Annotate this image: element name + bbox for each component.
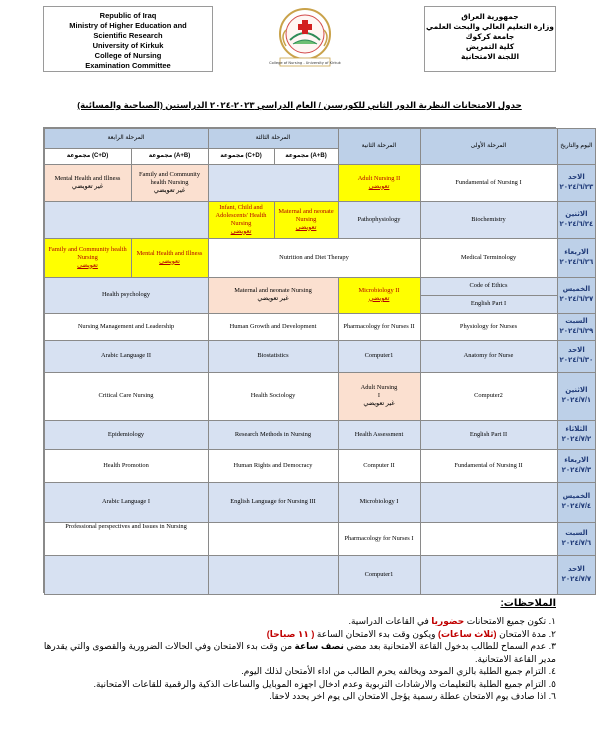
course-name: Pharmacology for Nurses II bbox=[343, 322, 415, 330]
notes-title: الملاحظات: bbox=[500, 598, 556, 609]
exam-cell bbox=[338, 201, 421, 239]
header-line: اللجنة الامتحانية bbox=[460, 52, 520, 61]
course-name: Health Assessment bbox=[354, 430, 404, 438]
exam-cell bbox=[44, 420, 209, 450]
day-name: الثلاثاء bbox=[565, 425, 588, 433]
note-item: ٤. التزام جميع الطلبة بالزي الموحد ويخالفه يحرم الطالب من اداء الأمتحان لذلك اليوم. bbox=[241, 666, 556, 676]
header-line: Ministry of Higher Education and bbox=[69, 21, 187, 30]
day-cell bbox=[557, 201, 597, 239]
day-name: الاحد bbox=[568, 565, 585, 573]
header-stage4: المرحلة الرابعة bbox=[44, 128, 209, 149]
course-name: Mental Health and Illness bbox=[136, 249, 203, 257]
day-cell bbox=[557, 420, 597, 450]
header-day-date: اليوم والتاريخ bbox=[557, 128, 597, 165]
exam-cell bbox=[420, 313, 558, 341]
course-name: Arabic Language II bbox=[100, 352, 152, 359]
exam-cell bbox=[208, 372, 339, 421]
exam-cell bbox=[420, 340, 558, 373]
course-name: Fundamental of Nursing I bbox=[455, 178, 522, 186]
day-cell bbox=[557, 555, 597, 595]
course-name: Pharmacology for Nurses I bbox=[344, 534, 414, 542]
course-name: Code of Ethics bbox=[421, 278, 557, 296]
header-arabic-block bbox=[424, 6, 556, 72]
group-s3-cd: مجموعة (C+D) bbox=[208, 148, 275, 165]
exam-cell bbox=[44, 372, 209, 421]
exam-cell bbox=[208, 340, 339, 373]
exam-cell bbox=[44, 313, 209, 341]
course-name: Health Promotion bbox=[103, 461, 149, 469]
header-line: وزارة التعليم العالي والبحث العلمي bbox=[426, 22, 554, 31]
header-line: Examination Committee bbox=[85, 61, 171, 70]
day-name: الاربعاء bbox=[564, 248, 589, 256]
empty-cell bbox=[420, 482, 558, 523]
day-date: ٢٠٢٤/٦/٢٩ bbox=[559, 327, 594, 335]
course-name: Human Rights and Democracy bbox=[233, 461, 313, 469]
day-date: ٢٠٢٤/٧/١ bbox=[561, 397, 592, 404]
exam-cell bbox=[44, 449, 209, 483]
exam-cell bbox=[44, 482, 209, 523]
exam-cell bbox=[208, 482, 339, 523]
day-date: ٢٠٢٤/٧/٧ bbox=[561, 575, 592, 583]
exam-note: تعويضي bbox=[368, 182, 390, 190]
course-name: English Part II bbox=[469, 430, 508, 438]
empty-cell bbox=[420, 522, 558, 556]
day-date: ٢٠٢٤/٧/٣ bbox=[561, 466, 592, 474]
exam-cell bbox=[208, 420, 339, 450]
day-date: ٢٠٢٤/٦/٢٤ bbox=[559, 220, 594, 228]
course-name: Maternal and neonate Nursing bbox=[278, 207, 334, 223]
empty-cell bbox=[44, 201, 209, 239]
course-name: Adult Nursing II bbox=[357, 174, 401, 182]
note-item: ٦. اذا صادف يوم الامتحان عطلة رسمية يؤجل الامتحان الى يوم اخر يحدد لاحقا. bbox=[269, 691, 556, 701]
course-name-part: I bbox=[377, 392, 381, 399]
exam-cell bbox=[338, 340, 421, 373]
exam-note: تعويضي bbox=[230, 227, 252, 235]
exam-cell bbox=[420, 238, 558, 278]
course-name: Research Methods in Nursing bbox=[234, 430, 312, 438]
course-name: Health Sociology bbox=[250, 392, 296, 399]
course-name: Family and Community health Nursing bbox=[48, 245, 127, 261]
exam-cell bbox=[208, 313, 339, 341]
exam-cell-split bbox=[420, 277, 558, 314]
course-name: Biostatistics bbox=[257, 352, 289, 359]
header-stage3: المرحلة الثالثة bbox=[208, 128, 339, 149]
day-cell bbox=[557, 313, 597, 341]
course-name: Professional perspectives and Issues in Nursing bbox=[65, 522, 187, 530]
exam-note: غير تعويضي bbox=[71, 182, 104, 190]
day-name: السبت bbox=[565, 529, 588, 537]
day-cell bbox=[557, 482, 597, 523]
course-name: Epidemiology bbox=[107, 430, 145, 438]
course-name: Microbiology II bbox=[358, 287, 400, 294]
course-name: Family and Community health Nursing bbox=[138, 170, 201, 186]
exam-cell bbox=[44, 238, 132, 278]
note-highlight: ( ١١ صباحا) bbox=[266, 628, 315, 639]
note-highlight: (ثلاث ساعات) bbox=[438, 628, 497, 639]
empty-cell bbox=[420, 555, 558, 595]
note-text: من وقت بدء الامتحان وفي الحالات الضرورية والقصوى والتي يقدرها مدير القاعة الامتحانية. bbox=[43, 641, 556, 664]
course-name: Adult Nursing bbox=[360, 384, 398, 391]
course-name: Anatomy for Nurse bbox=[463, 352, 514, 359]
exam-cell bbox=[338, 482, 421, 523]
day-name: الاحد bbox=[568, 173, 585, 181]
note-highlight: حضوريا bbox=[431, 616, 465, 626]
empty-cell bbox=[44, 555, 209, 595]
day-name: الاثنين bbox=[565, 210, 588, 218]
note-text: ١. تكون جميع الامتحانات bbox=[464, 616, 556, 626]
exam-cell bbox=[338, 313, 421, 341]
day-name: السبت bbox=[565, 317, 588, 325]
exam-cell bbox=[208, 238, 421, 278]
day-cell bbox=[557, 522, 597, 556]
course-name: Maternal and neonate Nursing bbox=[234, 287, 312, 294]
course-name: Medical Terminology bbox=[460, 253, 517, 261]
course-name: Mental Health and Illness bbox=[54, 174, 121, 182]
exam-cell bbox=[131, 238, 209, 278]
course-name: Critical Care Nursing bbox=[98, 392, 154, 399]
course-name: Computer II bbox=[363, 461, 395, 469]
empty-cell bbox=[208, 555, 339, 595]
course-name: Computer1 bbox=[364, 352, 394, 359]
day-date: ٢٠٢٤/٦/٢٦ bbox=[559, 258, 594, 266]
header-stage2: المرحلة الثانية bbox=[338, 128, 421, 165]
note-text: ويكون وقت بدء الامتحان الساعة bbox=[314, 628, 438, 639]
exam-cell bbox=[338, 555, 421, 595]
exam-cell bbox=[420, 201, 558, 239]
day-cell bbox=[557, 449, 597, 483]
exam-note: غير تعويضي bbox=[363, 400, 395, 407]
course-name: Fundamental of Nursing II bbox=[454, 461, 523, 469]
course-name: Infant, Child and Adolescents' Health Nursing bbox=[215, 203, 267, 227]
day-name: الاحد bbox=[568, 347, 585, 354]
day-date: ٢٠٢٤/٧/٦ bbox=[561, 539, 592, 547]
schedule-title: جدول الامتحانات النظرية الدور الثاني للكورسين / العام الدراسي ٢٠٢٣-٢٠٢٤ الدراستين (الصباحية والمسائية) bbox=[77, 100, 522, 110]
day-cell bbox=[557, 372, 597, 421]
exam-note: تعويضي bbox=[77, 261, 98, 269]
day-name: الاربعاء bbox=[564, 456, 589, 464]
course-name: Computer1 bbox=[364, 570, 394, 578]
group-s4-cd: مجموعة (C+D) bbox=[44, 148, 132, 165]
note-text: في القاعات الدراسية. bbox=[348, 616, 432, 626]
header-line: جمهورية العراق bbox=[461, 12, 519, 21]
exam-cell bbox=[338, 277, 421, 314]
day-name: الخميس bbox=[562, 286, 591, 293]
note-highlight: نصف ساعة bbox=[294, 641, 344, 651]
exam-cell bbox=[338, 522, 421, 556]
header-line: Scientific Research bbox=[93, 31, 163, 40]
note-item bbox=[43, 640, 556, 665]
course-name: Physiology for Nurses bbox=[459, 322, 518, 330]
day-date: ٢٠٢٤/٦/٣٠ bbox=[559, 357, 594, 364]
note-text: ٣. عدم السماح للطالب بدخول القاعة الامتحانية بعد مضي bbox=[343, 641, 556, 651]
group-s3-ab: مجموعة (A+B) bbox=[274, 148, 339, 165]
exam-cell bbox=[338, 420, 421, 450]
day-date: ٢٠٢٤/٧/٢ bbox=[561, 435, 592, 443]
course-name: Microbiology I bbox=[359, 498, 399, 505]
note-text: ٢. مدة الامتحان bbox=[496, 628, 556, 639]
exam-cell bbox=[44, 340, 209, 373]
course-name: English Language for Nursing III bbox=[230, 498, 316, 505]
exam-note: غير تعويضي bbox=[257, 295, 289, 302]
exam-cell bbox=[420, 449, 558, 483]
course-name: English Part I bbox=[470, 300, 507, 307]
note-item bbox=[43, 615, 556, 628]
day-date: ٢٠٢٤/٦/٢٣ bbox=[559, 183, 594, 191]
exam-schedule-table bbox=[43, 127, 594, 593]
day-cell bbox=[557, 164, 597, 202]
course-name: Computer2 bbox=[474, 392, 503, 399]
empty-cell bbox=[208, 164, 339, 202]
day-cell bbox=[557, 340, 597, 373]
exam-note: تعويضي bbox=[159, 257, 180, 265]
exam-cell bbox=[274, 201, 339, 239]
header-line: كلية التمريض bbox=[465, 42, 515, 51]
exam-cell bbox=[338, 372, 421, 421]
day-name: الخميس bbox=[562, 493, 591, 500]
course-name: Human Growth and Development bbox=[229, 322, 317, 330]
exam-cell bbox=[44, 522, 209, 556]
header-line: College of Nursing bbox=[94, 51, 162, 60]
header-line: جامعة كركوك bbox=[465, 32, 515, 41]
course-name: Nutrition and Diet Therapy bbox=[279, 253, 349, 261]
header-line: University of Kirkuk bbox=[92, 41, 164, 50]
exam-cell bbox=[420, 164, 558, 202]
exam-note: تعويضي bbox=[368, 295, 390, 302]
college-logo bbox=[266, 6, 344, 68]
course-name: Biochemistry bbox=[471, 215, 506, 223]
exam-cell bbox=[208, 201, 275, 239]
exam-note: تعويضي bbox=[295, 223, 317, 231]
exam-cell bbox=[420, 372, 558, 421]
day-date: ٢٠٢٤/٧/٤ bbox=[561, 503, 592, 510]
header-stage1: المرحلة الأولى bbox=[420, 128, 558, 165]
course-name: Health psychology bbox=[101, 291, 151, 298]
group-s4-ab: مجموعة (A+B) bbox=[131, 148, 209, 165]
exam-cell bbox=[44, 277, 209, 314]
day-cell bbox=[557, 238, 597, 278]
exam-cell bbox=[208, 449, 339, 483]
header-english-block bbox=[43, 6, 213, 72]
course-name: Pathophysiology bbox=[357, 215, 401, 223]
exam-cell bbox=[338, 164, 421, 202]
exam-cell bbox=[131, 164, 209, 202]
day-cell bbox=[557, 277, 597, 314]
logo-caption: College of Nursing - University of Kirkuk bbox=[269, 61, 341, 65]
exam-cell bbox=[44, 164, 132, 202]
exam-cell bbox=[338, 449, 421, 483]
exam-cell bbox=[420, 420, 558, 450]
exam-note: غير تعويضي bbox=[153, 186, 186, 194]
exam-cell bbox=[208, 277, 339, 314]
empty-cell bbox=[208, 522, 339, 556]
course-name: Nursing Management and Leadership bbox=[77, 322, 175, 330]
course-name: Arabic Language I bbox=[102, 498, 150, 505]
day-date: ٢٠٢٤/٦/٢٧ bbox=[559, 296, 594, 303]
notes-list bbox=[43, 615, 556, 703]
header-line: Republic of Iraq bbox=[99, 11, 157, 20]
day-name: الاثنين bbox=[565, 387, 588, 394]
note-item bbox=[43, 628, 556, 641]
note-item: ٥. التزام جميع الطلبة بالتعليمات والارشادات التربوية وعدم ادخال اجهزه الموبايل والساعات الذكية والرقمية للقاعات الامتحانية. bbox=[93, 678, 556, 689]
